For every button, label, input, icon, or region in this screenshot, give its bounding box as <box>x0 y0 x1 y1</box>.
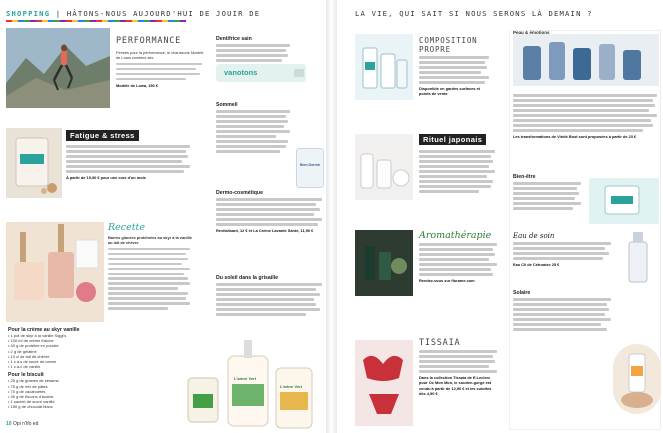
clean-products-photo <box>355 34 413 100</box>
creme-item: • 10 cl de lait de chèvre <box>8 353 50 359</box>
aroma-title: Aromathérapie <box>419 230 492 241</box>
section-kicker: SHOPPING <box>6 9 51 18</box>
composition-title: COMPOSITION PROPRE <box>419 36 478 54</box>
douche-title: Du soleil dans la grisaille <box>216 275 278 281</box>
creme-item: • 100 ml de crème fraîche <box>8 338 54 344</box>
sunscreen-hand-photo <box>613 344 661 414</box>
biscuit-item: • 25 g de graines de sésame <box>8 378 59 384</box>
lingerie-photo <box>355 340 413 426</box>
performance-price: Modèle de Lowa, 150 € <box>116 82 158 88</box>
eau-title: Eau de soin <box>513 232 555 240</box>
runner-mountain-photo <box>6 28 110 108</box>
creme-item: • 1 pot de skyr à la vanille Siggi's <box>8 333 67 338</box>
solaire-title: Solaire <box>513 290 531 296</box>
japanese-ritual-photo <box>355 134 413 200</box>
tissaia-title: TISSAIA <box>419 338 461 348</box>
page-gutter <box>326 0 337 433</box>
performance-title: PERFORMANCE <box>116 36 182 46</box>
bienetre-title: Bien-être <box>513 174 536 180</box>
performance-lead: Pensés pour la performance, le chaussons Modele de Lowa combine séc <box>116 50 204 61</box>
page-folio: 10 Opi n'Ifo ed <box>6 421 39 427</box>
creme-item: • 2 g de gélatine <box>8 348 37 354</box>
douche-block <box>216 275 324 318</box>
biscuit-item: • 70 g de cacahuètes <box>8 388 46 394</box>
dentifrice-title: Dentifrice sain <box>216 36 252 42</box>
fatigue-price: À partir de 19,90 € pour une cure d'un mois <box>66 175 146 181</box>
dentifrice-block <box>216 36 292 64</box>
biscuit-item: • 1 sachet de sucre vanillé <box>8 399 55 405</box>
creme-heading: Pour la crème au skyr vanille <box>8 327 80 333</box>
recipe-block <box>108 222 192 312</box>
solaire-block <box>513 290 613 333</box>
right-page-header: LA VIE, QUI SAIT SI NOUS SERONS LÀ DEMAIN ? <box>355 9 593 18</box>
toothpaste-tube-image <box>216 64 306 82</box>
tissaia-price: Dans la collection Tissaia de E.Leclerc pour Oc Mon Mon, le soutien-gorge est vendu à partir de 12,90 € et les culottes dès 4,90 € <box>419 375 492 396</box>
aroma-block <box>419 230 499 283</box>
biscuit-item: • 30 g de flocons d'avoine <box>8 394 54 400</box>
header-left-text: HÂTONS-NOUS AUJOURD'HUI DE JOUIR DE <box>66 9 261 18</box>
creme-item: • 1 c.à.c de vanille <box>8 364 41 370</box>
rituel-block <box>419 148 497 195</box>
right-page <box>337 0 663 433</box>
recipe-subtitle: Barres glacées protéinées au skyr à la vanille au lait de chèvre <box>108 235 192 246</box>
creme-item: • 1 c.à.s de sucre de canne <box>8 359 57 365</box>
recipe-title: Recette <box>108 222 145 233</box>
dermo-block <box>216 190 324 233</box>
tissaia-block <box>419 338 499 396</box>
emotions-title: Peau & émotions <box>513 30 550 35</box>
left-page <box>0 0 326 433</box>
emotions-products-photo <box>513 34 659 86</box>
biscuit-heading: Pour le biscuit <box>8 372 44 379</box>
eau-block <box>513 232 613 267</box>
emotions-block <box>513 92 659 139</box>
recipe-ingredients <box>8 327 102 410</box>
eau-price: Eau Cil de Cétruaise 25 € <box>513 262 560 268</box>
emotions-price: Les transformations de Viridé Bost sont proposées à partir de 23 € <box>513 134 637 140</box>
face-mist-bottle <box>617 228 659 284</box>
sleep-supplement-jar: Bien Dormir <box>296 148 324 188</box>
arbre-vert-bottles-image <box>178 338 324 433</box>
dermo-title: Dermo-cosmétique <box>216 190 263 196</box>
composition-price: Disponible en gardes surfaces et points de vente <box>419 86 480 97</box>
composition-block <box>419 36 491 96</box>
ice-cream-bars-photo <box>6 222 104 322</box>
header-separator: | <box>55 9 67 18</box>
fatigue-title: Fatigue & stress <box>66 130 139 141</box>
bienetre-block <box>513 174 583 212</box>
supplement-pouch-photo <box>6 128 62 198</box>
bottle-brand-label-2: L'arbre Vert <box>280 384 303 389</box>
fatigue-block <box>66 143 192 180</box>
dermo-price: Revitalisant, 12 € et La Crème Lavante Santé, 11,90 € <box>216 228 314 234</box>
rituel-title: Rituel japonais <box>419 134 486 145</box>
biscuit-item: • 150 g de chocolat blanc <box>8 404 53 410</box>
biscuit-item: • 75 g de mix de pâtes <box>8 383 48 389</box>
performance-block <box>116 36 206 88</box>
aromatherapy-photo <box>355 230 413 296</box>
bienetre-product-photo <box>589 178 659 224</box>
bottle-brand-label: L'arbre Vert <box>234 376 257 381</box>
creme-item: • 40 g de protéine en poudre <box>8 343 59 349</box>
sommeil-title: Sommeil <box>216 102 238 108</box>
header-decor-line <box>6 20 186 22</box>
aroma-note: Rendez-vous sur florame.com <box>419 278 475 284</box>
toothpaste-brand: vanotons <box>224 68 258 77</box>
left-page-header <box>6 9 260 18</box>
